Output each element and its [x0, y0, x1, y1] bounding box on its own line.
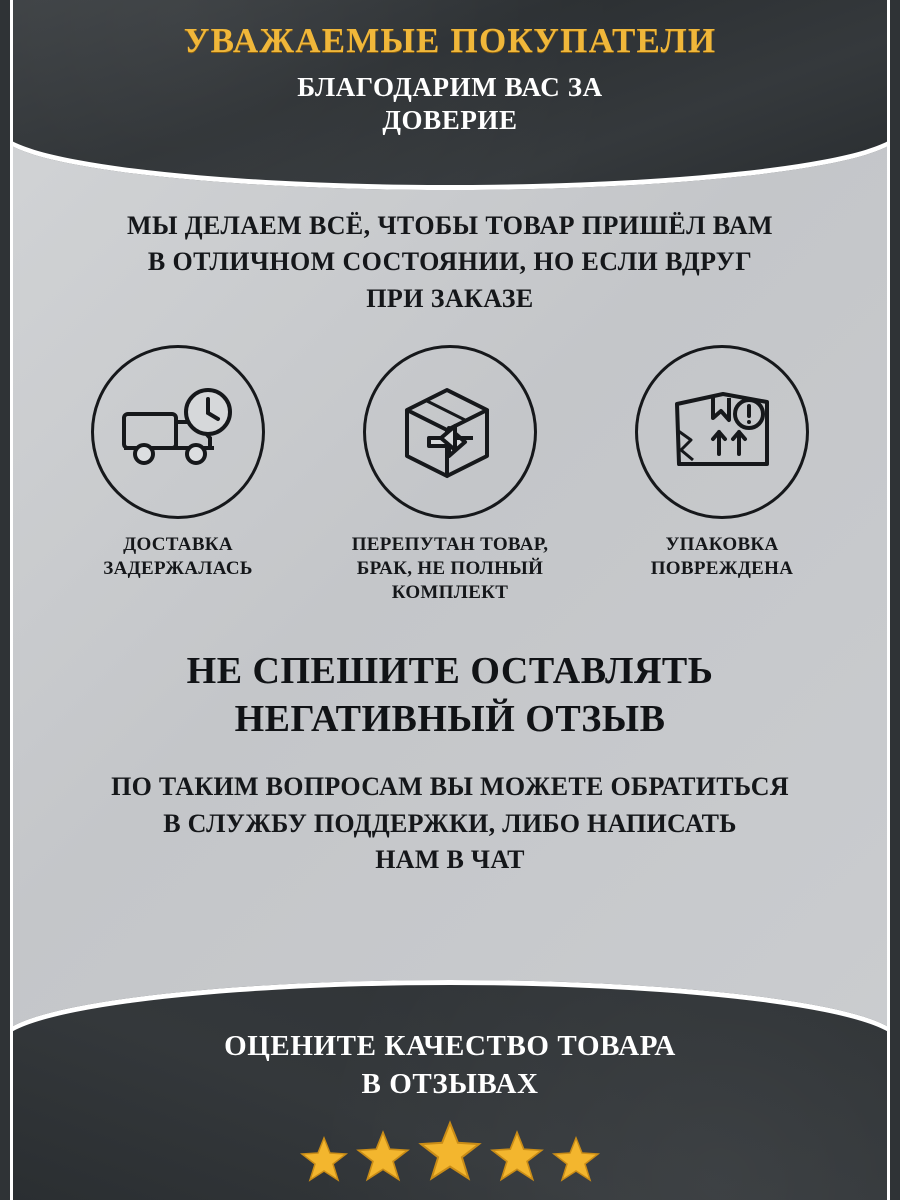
footer-banner [0, 980, 900, 1200]
caption-line-3: КОМПЛЕКТ [391, 581, 509, 603]
issue-caption-delivery-delayed [53, 533, 303, 581]
rating-stars [0, 1119, 900, 1185]
issue-item-delivery-delayed [53, 345, 303, 581]
caption-line-2: ЗАДЕРЖАЛАСЬ [103, 557, 253, 579]
issue-item-damaged-package [597, 345, 847, 581]
right-edge-strip [890, 0, 900, 1200]
star-icon [551, 1135, 601, 1185]
caption-line-1: УПАКОВКА [665, 534, 779, 556]
issue-caption-wrong-product [325, 533, 575, 604]
header-subtitle-line1: БЛАГОДАРИМ ВАС ЗА [297, 71, 603, 102]
right-edge-line [887, 0, 890, 1200]
delivery-truck-clock-icon [91, 345, 265, 519]
header-subtitle [0, 71, 900, 139]
caption-line-2: БРАК, НЕ ПОЛНЫЙ [356, 557, 544, 579]
star-icon [417, 1119, 483, 1185]
issue-item-wrong-product [325, 345, 575, 604]
footer-text [0, 1028, 900, 1103]
header-banner [0, 0, 900, 190]
support-line-2: В СЛУЖБУ ПОДДЕРЖКИ, ЛИБО НАПИСАТЬ [163, 808, 737, 838]
lead-paragraph [70, 208, 830, 317]
support-line-1: ПО ТАКИМ ВОПРОСАМ ВЫ МОЖЕТЕ ОБРАТИТЬСЯ [111, 772, 789, 802]
star-icon [299, 1135, 349, 1185]
left-edge-strip [0, 0, 10, 1200]
support-message [50, 769, 850, 878]
headline-line-2: НЕГАТИВНЫЙ ОТЗЫВ [234, 697, 666, 740]
caption-line-2: ПОВРЕЖДЕНА [650, 557, 794, 579]
issue-caption-damaged-package [597, 533, 847, 581]
support-line-3: НАМ В ЧАТ [375, 845, 525, 875]
left-edge-line [10, 0, 13, 1200]
footer-line-1: ОЦЕНИТЕ КАЧЕСТВО ТОВАРА [224, 1030, 676, 1062]
main-content [0, 190, 900, 879]
star-icon [355, 1129, 411, 1185]
headline-message [90, 648, 810, 743]
lead-line-2: В ОТЛИЧНОМ СОСТОЯНИИ, НО ЕСЛИ ВДРУГ [147, 247, 753, 277]
damaged-package-icon [635, 345, 809, 519]
header-subtitle-line2: ДОВЕРИЕ [382, 105, 518, 136]
star-icon [489, 1129, 545, 1185]
box-return-arrow-icon [363, 345, 537, 519]
issue-icons-row [0, 345, 900, 604]
footer-line-2: В ОТЗЫВАХ [361, 1067, 539, 1100]
lead-line-1: МЫ ДЕЛАЕМ ВСЁ, ЧТОБЫ ТОВАР ПРИШЁЛ ВАМ [127, 211, 773, 240]
header-title-gold: УВАЖАЕМЫЕ ПОКУПАТЕЛИ [183, 21, 717, 60]
headline-line-1: НЕ СПЕШИТЕ ОСТАВЛЯТЬ [186, 650, 714, 693]
caption-line-1: ДОСТАВКА [123, 534, 233, 556]
caption-line-1: ПЕРЕПУТАН ТОВАР, [351, 534, 549, 556]
lead-line-3: ПРИ ЗАКАЗЕ [366, 283, 534, 313]
